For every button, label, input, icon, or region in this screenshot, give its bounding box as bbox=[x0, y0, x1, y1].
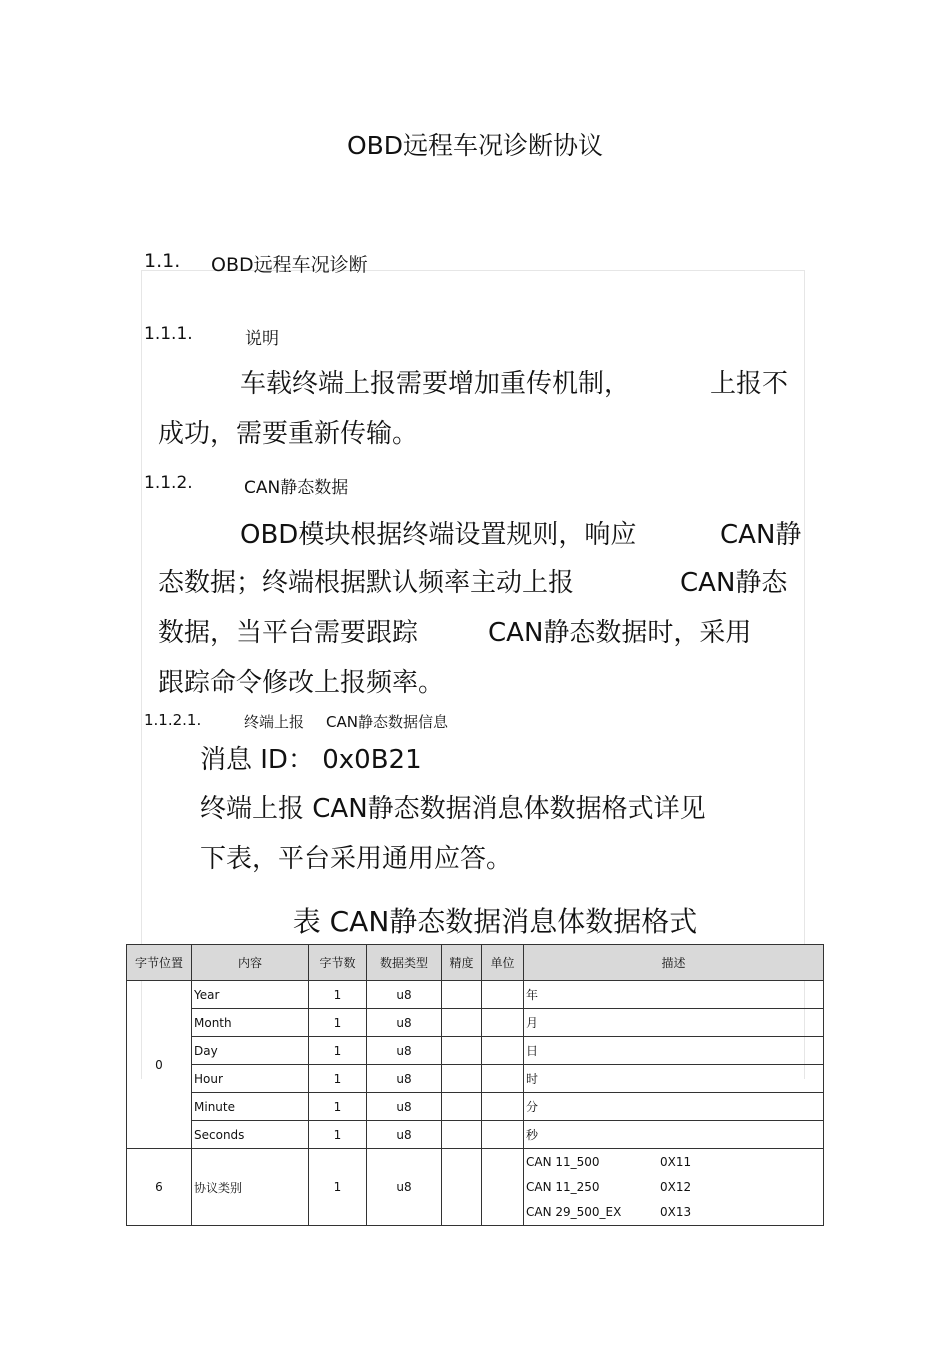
table-caption: 表 CAN静态数据消息体数据格式 bbox=[292, 905, 698, 938]
cell-description: 时 bbox=[524, 1065, 824, 1093]
paragraph-1-line-2: 成功，需要重新传输。 bbox=[158, 419, 419, 449]
cell-bytes: 1 bbox=[309, 1037, 367, 1065]
cell-type: u8 bbox=[367, 1009, 442, 1037]
data-format-table bbox=[126, 944, 824, 1226]
cell-bytes: 1 bbox=[309, 1009, 367, 1037]
protocol-option bbox=[526, 1150, 821, 1175]
cell-description-protocols bbox=[524, 1149, 824, 1226]
cell-content: Month bbox=[192, 1009, 309, 1037]
cell-unit bbox=[482, 1149, 524, 1226]
table-row bbox=[127, 1065, 824, 1093]
table-row bbox=[127, 981, 824, 1009]
protocol-name: CAN 11_250 bbox=[526, 1180, 600, 1194]
cell-type: u8 bbox=[367, 981, 442, 1009]
header-precision: 精度 bbox=[442, 945, 482, 981]
protocol-code: 0X12 bbox=[660, 1180, 692, 1194]
paragraph-2-line-3a: 数据，当平台需要跟踪 bbox=[158, 618, 419, 648]
cell-description: 分 bbox=[524, 1093, 824, 1121]
protocol-name: CAN 11_500 bbox=[526, 1155, 600, 1169]
protocol-option bbox=[526, 1175, 821, 1200]
table-header-row bbox=[127, 945, 824, 981]
protocol-code: 0X11 bbox=[660, 1155, 692, 1169]
protocol-option bbox=[526, 1200, 821, 1225]
section-1-1-1-heading: 说明 bbox=[245, 329, 279, 349]
cell-bytes: 1 bbox=[309, 1093, 367, 1121]
paragraph-2-line-2a: 态数据；终端根据默认频率主动上报 bbox=[158, 568, 575, 598]
cell-unit bbox=[482, 1121, 524, 1149]
section-1-1-number: 1.1. bbox=[144, 250, 181, 272]
cell-precision bbox=[442, 1037, 482, 1065]
cell-bytes: 1 bbox=[309, 1121, 367, 1149]
cell-precision bbox=[442, 1149, 482, 1226]
cell-content: Year bbox=[192, 981, 309, 1009]
table-row bbox=[127, 1009, 824, 1037]
cell-type: u8 bbox=[367, 1121, 442, 1149]
message-id-line: 消息 ID： 0x0B21 bbox=[200, 745, 422, 775]
table-row bbox=[127, 1121, 824, 1149]
paragraph-2-line-1b: CAN静 bbox=[720, 520, 802, 550]
header-byte-position: 字节位置 bbox=[127, 945, 192, 981]
table-row bbox=[127, 1037, 824, 1065]
paragraph-2-line-3b: CAN静态数据时，采用 bbox=[488, 618, 752, 648]
cell-unit bbox=[482, 1065, 524, 1093]
protocol-code: 0X13 bbox=[660, 1205, 692, 1219]
cell-unit bbox=[482, 1093, 524, 1121]
cell-content: Seconds bbox=[192, 1121, 309, 1149]
paragraph-1-line-1b: 上报不 bbox=[710, 369, 789, 399]
cell-type: u8 bbox=[367, 1037, 442, 1065]
section-1-1-2-1-number: 1.1.2.1. bbox=[144, 711, 202, 729]
paragraph-1-line-1a: 车载终端上报需要增加重传机制， bbox=[240, 369, 631, 399]
protocol-name: CAN 29_500_EX bbox=[526, 1205, 622, 1219]
cell-unit bbox=[482, 1037, 524, 1065]
cell-precision bbox=[442, 1121, 482, 1149]
cell-precision bbox=[442, 981, 482, 1009]
section-1-1-2-number: 1.1.2. bbox=[144, 473, 193, 493]
cell-byte-position-6: 6 bbox=[127, 1149, 192, 1226]
message-body-line-2: 下表，平台采用通用应答。 bbox=[200, 844, 513, 874]
cell-content: Minute bbox=[192, 1093, 309, 1121]
header-data-type: 数据类型 bbox=[367, 945, 442, 981]
header-byte-count: 字节数 bbox=[309, 945, 367, 981]
cell-precision bbox=[442, 1009, 482, 1037]
section-1-1-2-heading: CAN静态数据 bbox=[244, 478, 349, 498]
cell-unit bbox=[482, 1009, 524, 1037]
cell-type: u8 bbox=[367, 1065, 442, 1093]
cell-description: 年 bbox=[524, 981, 824, 1009]
section-1-1-2-1-heading-a: 终端上报 bbox=[244, 713, 305, 731]
document-title: OBD远程车况诊断协议 bbox=[346, 131, 604, 160]
table-row bbox=[127, 1149, 824, 1226]
cell-byte-position-0: 0 bbox=[127, 981, 192, 1149]
cell-precision bbox=[442, 1065, 482, 1093]
section-1-1-2-1-heading-b: CAN静态数据信息 bbox=[326, 713, 448, 731]
cell-type: u8 bbox=[367, 1093, 442, 1121]
cell-bytes: 1 bbox=[309, 1065, 367, 1093]
cell-content: 协议类别 bbox=[192, 1149, 309, 1226]
paragraph-2-line-4: 跟踪命令修改上报频率。 bbox=[158, 668, 445, 698]
header-content: 内容 bbox=[192, 945, 309, 981]
header-unit: 单位 bbox=[482, 945, 524, 981]
paragraph-2-line-2b: CAN静态 bbox=[680, 568, 788, 598]
header-description: 描述 bbox=[524, 945, 824, 981]
cell-type: u8 bbox=[367, 1149, 442, 1226]
cell-unit bbox=[482, 981, 524, 1009]
message-body-line-1: 终端上报 CAN静态数据消息体数据格式详见 bbox=[200, 794, 706, 824]
section-1-1-heading: OBD远程车况诊断 bbox=[211, 254, 368, 276]
cell-content: Hour bbox=[192, 1065, 309, 1093]
cell-description: 日 bbox=[524, 1037, 824, 1065]
cell-content: Day bbox=[192, 1037, 309, 1065]
cell-precision bbox=[442, 1093, 482, 1121]
cell-bytes: 1 bbox=[309, 981, 367, 1009]
cell-description: 月 bbox=[524, 1009, 824, 1037]
table-row bbox=[127, 1093, 824, 1121]
cell-bytes: 1 bbox=[309, 1149, 367, 1226]
cell-description: 秒 bbox=[524, 1121, 824, 1149]
section-1-1-1-number: 1.1.1. bbox=[144, 324, 193, 344]
paragraph-2-line-1a: OBD模块根据终端设置规则，响应 bbox=[240, 520, 637, 550]
